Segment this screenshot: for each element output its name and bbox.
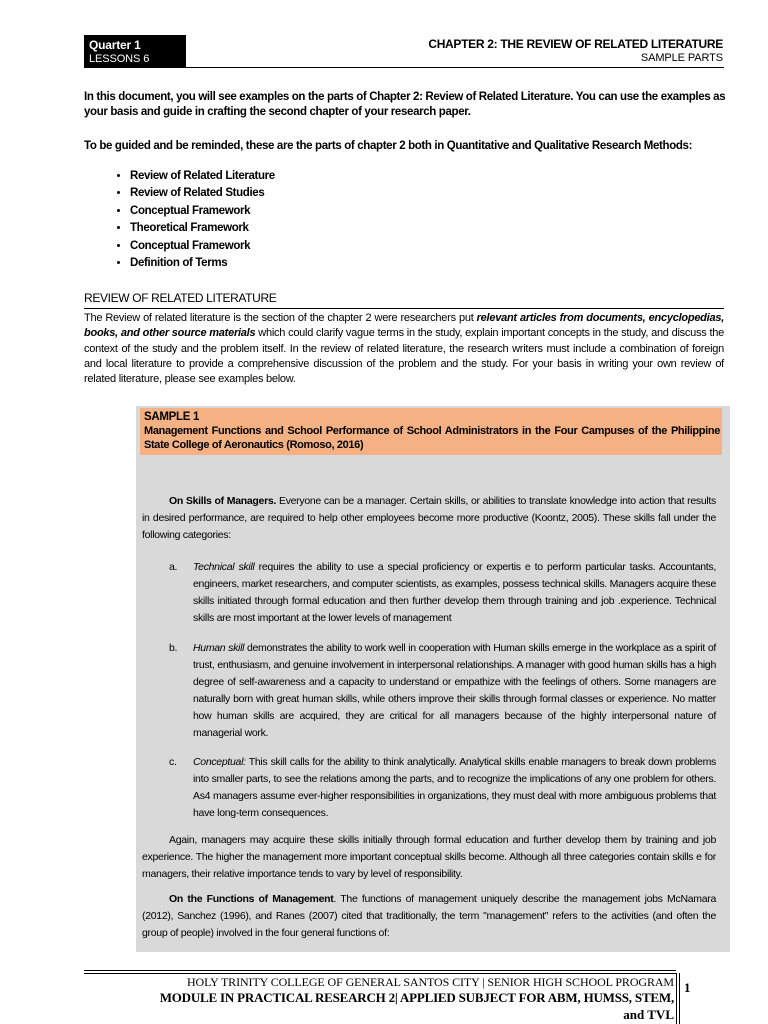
footer-divider xyxy=(84,973,676,974)
footer-module: MODULE IN PRACTICAL RESEARCH 2| APPLIED SUBJECT FOR ABM, HUMSS, STEM, xyxy=(159,990,674,1005)
sample-title: Management Functions and School Performance of School Administrators in the Four Campuses of the Philippine State College of Aeronautics (Romoso, 2016) xyxy=(144,425,720,451)
page-number: 1 xyxy=(684,980,691,995)
item-letter: a. xyxy=(169,561,178,573)
footer-vertical-rule xyxy=(679,973,680,1024)
header-divider xyxy=(84,67,724,68)
item-term: Technical skill xyxy=(193,561,255,573)
functions-paragraph xyxy=(142,891,716,942)
quarter-box xyxy=(84,35,186,68)
item-term: Conceptual: xyxy=(193,756,246,768)
footer-divider xyxy=(84,970,676,971)
list-item: • Review of Related Studies xyxy=(130,185,275,202)
rrl-text-end: which could clarify vague terms in the study, explain important concepts in the study, and discuss the context of the study and the problem itself. In the review of related literature, the research writers must include a combination of foreign and local literature to provide a comprehensive discussion of the problem and the study. For your basis in writing your own review of related literature, please see examples below. xyxy=(84,327,724,386)
item-text: demonstrates the ability to work well in cooperation with Human skills emerge in the workplace as a spirit of trust, enthusiasm, and genuine involvement in interpersonal relationships. A manager with good human skills has a high degree of self-awareness and a capacity to understand or empathize with the feelings of others. Some managers are naturally born with great human skills, while others improve their skills through formal classes or experience. No matter how human skills are acquired, they are critical for all managers because of the highly interpersonal nature of managerial work. xyxy=(193,642,716,739)
footer-module-cont: and TVL xyxy=(623,1007,674,1022)
skills-heading: On Skills of Managers. xyxy=(169,495,277,507)
intro-paragraph-1: In this document, you will see examples on the parts of Chapter 2: Review of Related Literature. You can use the examples as your basis and guide in crafting the second chapter of your research paper. xyxy=(84,91,726,118)
functions-text: . The functions of management uniquely describe the management jobs McNamara (2012), Sanchez (1996), and Ranes (2007) cited that traditionally, the term "management" refers to the activities (and often the group of people) involved in the four general functions of: xyxy=(142,893,716,939)
chapter-parts-list xyxy=(84,168,275,272)
item-text: requires the ability to use a special proficiency or expertis e to perform particular tasks. Accountants, engineers, market researchers, and computer scientists, as examples, possess technical skills. Managers acquire these skills initiated through formal education and then further develop them through training and job .experience. Technical skills are most important at the lower levels of management xyxy=(193,561,716,624)
rrl-emphasis: relevant articles from documents, encyclopedias, books, and other source materials xyxy=(84,312,725,340)
footer-vertical-rule xyxy=(676,973,677,1024)
footer-school: HOLY TRINITY COLLEGE OF GENERAL SANTOS CITY | SENIOR HIGH SCHOOL PROGRAM xyxy=(186,975,674,989)
quarter-label: Quarter 1 xyxy=(89,38,141,52)
chapter-title: CHAPTER 2: THE REVIEW OF RELATED LITERATURE xyxy=(428,37,723,51)
sample-label: SAMPLE 1 xyxy=(144,411,200,423)
rrl-paragraph xyxy=(84,311,724,387)
list-item: • Definition of Terms xyxy=(130,255,275,272)
item-text: This skill calls for the ability to think analytically. Analytical skills enable managers to break down problems into smaller parts, to see the relations among the parts, and to recognize the implications of any one problem for others. As4 managers assume ever-higher responsibilities in organizations, they must deal with more ambiguous problems that have long-term consequences. xyxy=(193,756,716,819)
sample-header xyxy=(140,408,722,455)
functions-heading: On the Functions of Management xyxy=(169,893,334,905)
item-term: Human skill xyxy=(193,642,245,654)
again-text: Again, managers may acquire these skills initially through formal education and further develop them by training and job experience. The higher the management more important conceptual skills become. Although all three categories contain skills e for managers, their relative importance tends to vary by level of responsibility. xyxy=(142,834,716,880)
list-item: • Theoretical Framework xyxy=(130,220,275,237)
chapter-subtitle: SAMPLE PARTS xyxy=(640,52,723,64)
rrl-text-start: The Review of related literature is the section of the chapter 2 were researchers put xyxy=(84,312,477,324)
list-item: • Review of Related Literature xyxy=(130,168,275,185)
list-item: • Conceptual Framework xyxy=(130,203,275,220)
list-item: • Conceptual Framework xyxy=(130,238,275,255)
item-letter: b. xyxy=(169,642,178,654)
skills-intro: Everyone can be a manager. Certain skills, or abilities to translate knowledge into action that results in desired performance, are required to help other employees become more productive (Koontz, 2005). These skills fall under the following categories: xyxy=(142,495,716,541)
intro-paragraph-2: To be guided and be reminded, these are the parts of chapter 2 both in Quantitative and Qualitative Research Methods: xyxy=(84,140,693,152)
skills-paragraph xyxy=(142,493,716,544)
lessons-label: LESSONS 6 xyxy=(89,53,150,65)
item-letter: c. xyxy=(169,756,177,768)
again-paragraph xyxy=(142,832,716,883)
rrl-heading: REVIEW OF RELATED LITERATURE xyxy=(84,291,277,305)
rrl-divider xyxy=(84,308,724,309)
